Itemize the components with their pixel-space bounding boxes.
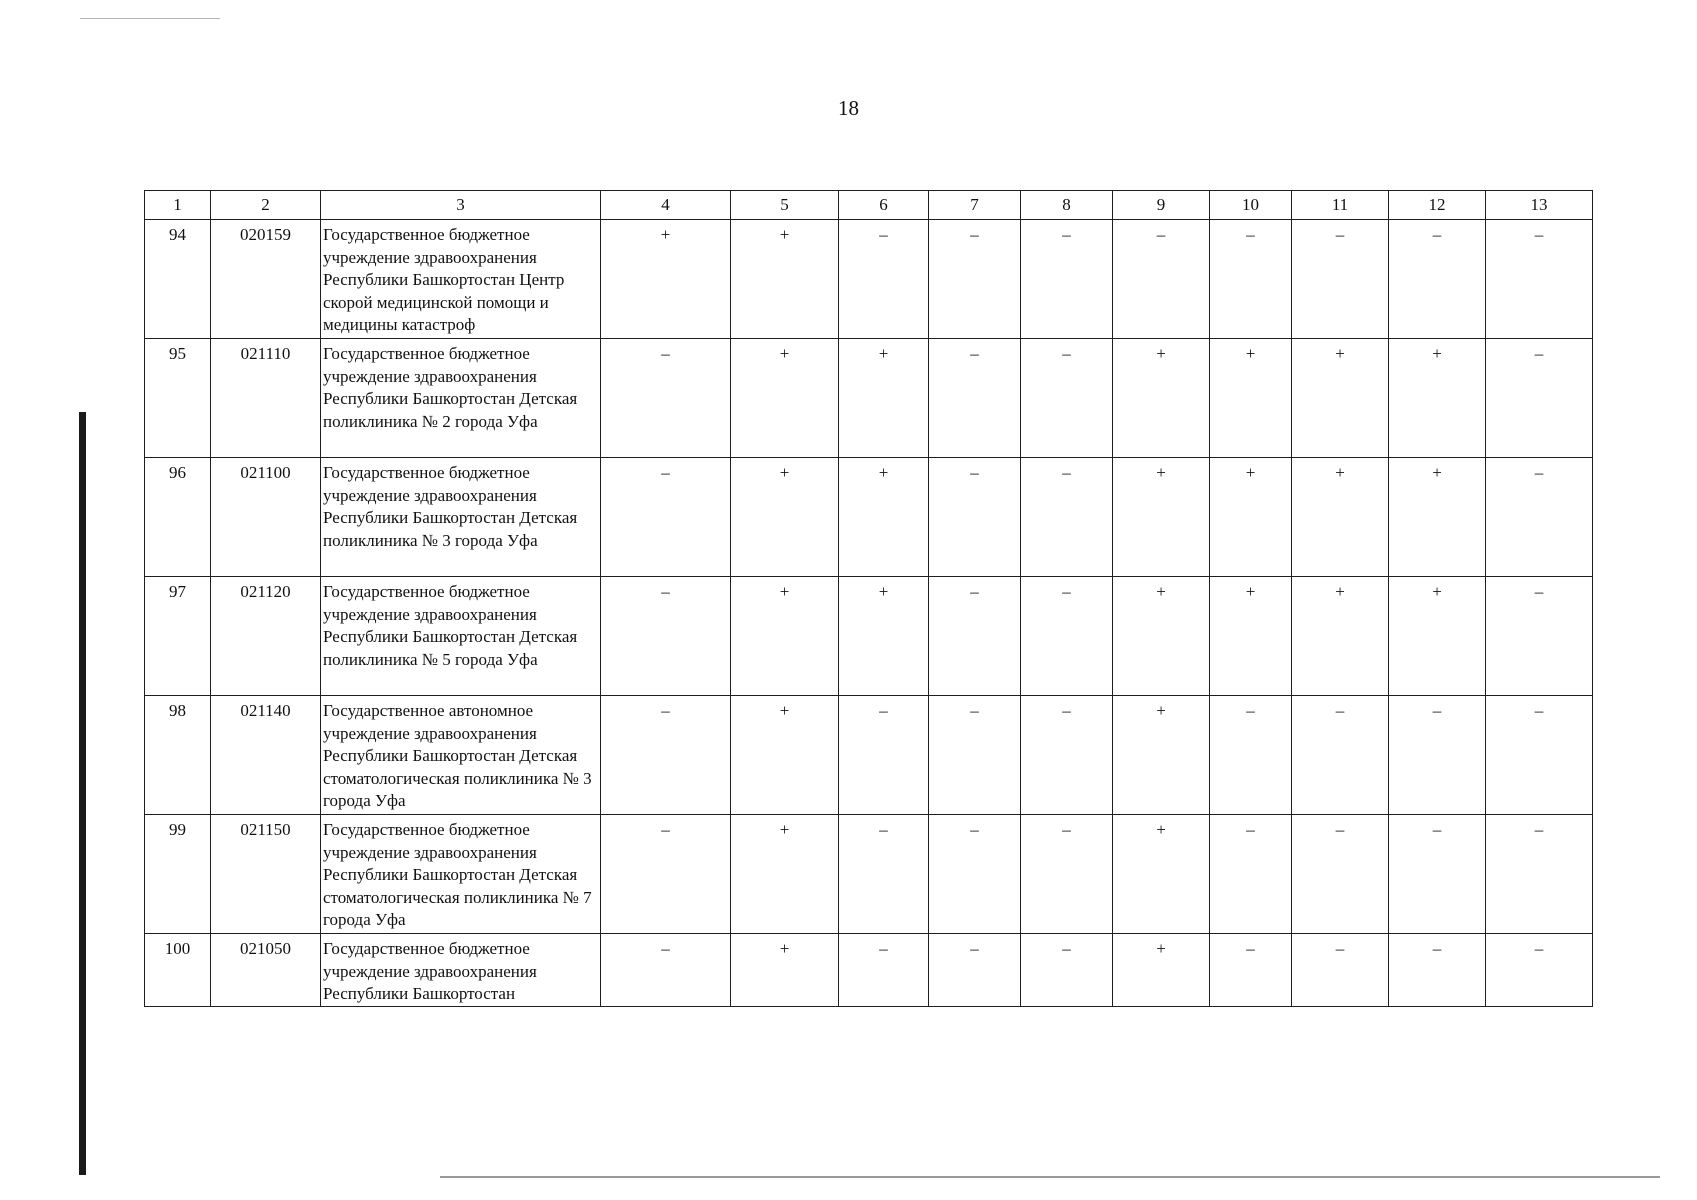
mark-cell-col-5 xyxy=(731,815,839,934)
mark-cell-col-9 xyxy=(1113,458,1210,577)
dash-mark: – xyxy=(1534,701,1544,720)
mark-cell-col-4 xyxy=(601,934,731,1007)
mark-cell-col-9 xyxy=(1113,220,1210,339)
plus-mark: + xyxy=(1156,344,1166,363)
dash-mark: – xyxy=(970,582,979,601)
mark-cell-col-9 xyxy=(1113,577,1210,696)
column-number-1: 1 xyxy=(145,191,211,220)
dash-mark: – xyxy=(1246,225,1255,244)
plus-mark: + xyxy=(878,463,889,482)
plus-mark: + xyxy=(779,344,790,363)
plus-mark: + xyxy=(1156,820,1166,839)
dash-mark: – xyxy=(1062,701,1071,720)
mark-cell-col-7 xyxy=(929,458,1021,577)
mark-cell-col-5 xyxy=(731,220,839,339)
mark-cell-col-11 xyxy=(1292,934,1389,1007)
scan-artifact-top-line xyxy=(80,18,220,19)
dash-mark: – xyxy=(1062,344,1071,363)
dash-mark: – xyxy=(1062,820,1071,839)
mark-cell-col-6 xyxy=(839,339,929,458)
mark-cell-col-12 xyxy=(1389,815,1486,934)
mark-cell-col-13 xyxy=(1486,339,1593,458)
dash-mark: – xyxy=(879,820,888,839)
mark-cell-col-5 xyxy=(731,458,839,577)
column-number-3: 3 xyxy=(321,191,601,220)
plus-mark: + xyxy=(1156,582,1166,601)
institution-name-cell: Государственное бюджетное учреждение здравоохранения Республики Башкортостан Детская поликлиника № 5 города Уфа xyxy=(321,577,601,696)
dash-mark: – xyxy=(1335,820,1345,839)
dash-mark: – xyxy=(1062,463,1071,482)
dash-mark: – xyxy=(661,344,670,363)
column-number-2: 2 xyxy=(211,191,321,220)
dash-mark: – xyxy=(1062,225,1071,244)
mark-cell-col-10 xyxy=(1210,339,1292,458)
institution-name-cell: Государственное автономное учреждение здравоохранения Республики Башкортостан Детская стоматологическая поликлиника № 3 города Уфа xyxy=(321,696,601,815)
dash-mark: – xyxy=(1534,463,1544,482)
institution-code-cell: 020159 xyxy=(211,220,321,339)
institutions-table xyxy=(144,190,1593,1007)
page-number: 18 xyxy=(838,96,859,120)
mark-cell-col-12 xyxy=(1389,458,1486,577)
plus-mark: + xyxy=(779,939,790,958)
mark-cell-col-4 xyxy=(601,815,731,934)
mark-cell-col-9 xyxy=(1113,815,1210,934)
column-number-5: 5 xyxy=(731,191,839,220)
mark-cell-col-12 xyxy=(1389,220,1486,339)
institution-name-cell: Государственное бюджетное учреждение здравоохранения Республики Башкортостан Детская поликлиника № 2 города Уфа xyxy=(321,339,601,458)
column-number-7: 7 xyxy=(929,191,1021,220)
plus-mark: + xyxy=(1432,582,1442,601)
row-number-cell: 100 xyxy=(145,934,211,1007)
dash-mark: – xyxy=(1534,820,1544,839)
dash-mark: – xyxy=(1246,820,1255,839)
dash-mark: – xyxy=(1534,939,1544,958)
dash-mark: – xyxy=(1335,939,1345,958)
row-number-cell: 97 xyxy=(145,577,211,696)
mark-cell-col-12 xyxy=(1389,577,1486,696)
plus-mark: + xyxy=(1432,463,1442,482)
mark-cell-col-10 xyxy=(1210,934,1292,1007)
mark-cell-col-5 xyxy=(731,934,839,1007)
mark-cell-col-6 xyxy=(839,934,929,1007)
mark-cell-col-4 xyxy=(601,458,731,577)
scan-artifact-left-bar xyxy=(79,412,86,1175)
mark-cell-col-8 xyxy=(1021,934,1113,1007)
mark-cell-col-9 xyxy=(1113,696,1210,815)
institution-code-cell: 021100 xyxy=(211,458,321,577)
plus-mark: + xyxy=(1156,701,1166,720)
plus-mark: + xyxy=(779,225,790,244)
table-row xyxy=(145,220,1593,339)
dash-mark: – xyxy=(1534,225,1544,244)
institution-name-cell: Государственное бюджетное учреждение здравоохранения Республики Башкортостан Детская стоматологическая поликлиника № 7 города Уфа xyxy=(321,815,601,934)
dash-mark: – xyxy=(661,939,670,958)
plus-mark: + xyxy=(779,820,790,839)
row-number-cell: 96 xyxy=(145,458,211,577)
dash-mark: – xyxy=(661,820,670,839)
dash-mark: – xyxy=(1432,701,1442,720)
mark-cell-col-7 xyxy=(929,339,1021,458)
column-number-row xyxy=(145,191,1593,220)
mark-cell-col-8 xyxy=(1021,696,1113,815)
dash-mark: – xyxy=(970,344,979,363)
mark-cell-col-4 xyxy=(601,696,731,815)
dash-mark: – xyxy=(879,939,888,958)
mark-cell-col-8 xyxy=(1021,815,1113,934)
mark-cell-col-10 xyxy=(1210,815,1292,934)
mark-cell-col-11 xyxy=(1292,220,1389,339)
mark-cell-col-4 xyxy=(601,577,731,696)
mark-cell-col-4 xyxy=(601,339,731,458)
dash-mark: – xyxy=(1062,939,1071,958)
institution-code-cell: 021150 xyxy=(211,815,321,934)
mark-cell-col-4 xyxy=(601,220,731,339)
mark-cell-col-8 xyxy=(1021,577,1113,696)
plus-mark: + xyxy=(1156,939,1166,958)
institution-code-cell: 021140 xyxy=(211,696,321,815)
mark-cell-col-13 xyxy=(1486,815,1593,934)
plus-mark: + xyxy=(660,225,671,244)
dash-mark: – xyxy=(1432,939,1442,958)
mark-cell-col-12 xyxy=(1389,339,1486,458)
mark-cell-col-5 xyxy=(731,696,839,815)
row-number-cell: 95 xyxy=(145,339,211,458)
row-number-cell: 99 xyxy=(145,815,211,934)
institution-name-cell: Государственное бюджетное учреждение здравоохранения Республики Башкортостан Центр скорой медицинской помощи и медицины катастроф xyxy=(321,220,601,339)
mark-cell-col-11 xyxy=(1292,815,1389,934)
dash-mark: – xyxy=(970,463,979,482)
dash-mark: – xyxy=(970,225,979,244)
mark-cell-col-6 xyxy=(839,220,929,339)
table-row xyxy=(145,458,1593,577)
dash-mark: – xyxy=(1246,939,1255,958)
plus-mark: + xyxy=(878,344,889,363)
dash-mark: – xyxy=(970,701,979,720)
mark-cell-col-11 xyxy=(1292,696,1389,815)
mark-cell-col-6 xyxy=(839,696,929,815)
dash-mark: – xyxy=(970,939,979,958)
plus-mark: + xyxy=(1335,344,1345,363)
table-row xyxy=(145,815,1593,934)
scan-artifact-bottom-line xyxy=(440,1176,1660,1178)
mark-cell-col-9 xyxy=(1113,339,1210,458)
dash-mark: – xyxy=(1432,820,1442,839)
institution-name-cell: Государственное бюджетное учреждение здравоохранения Республики Башкортостан Детская поликлиника № 3 города Уфа xyxy=(321,458,601,577)
mark-cell-col-6 xyxy=(839,815,929,934)
column-number-9: 9 xyxy=(1113,191,1210,220)
mark-cell-col-11 xyxy=(1292,458,1389,577)
dash-mark: – xyxy=(1156,225,1166,244)
dash-mark: – xyxy=(661,701,670,720)
institution-code-cell: 021050 xyxy=(211,934,321,1007)
table-row xyxy=(145,339,1593,458)
column-number-13: 13 xyxy=(1486,191,1593,220)
column-number-6: 6 xyxy=(839,191,929,220)
plus-mark: + xyxy=(1335,582,1345,601)
mark-cell-col-6 xyxy=(839,577,929,696)
mark-cell-col-13 xyxy=(1486,458,1593,577)
plus-mark: + xyxy=(1432,344,1442,363)
dash-mark: – xyxy=(1432,225,1442,244)
dash-mark: – xyxy=(879,225,888,244)
dash-mark: – xyxy=(661,582,670,601)
mark-cell-col-5 xyxy=(731,577,839,696)
institution-code-cell: 021110 xyxy=(211,339,321,458)
mark-cell-col-8 xyxy=(1021,220,1113,339)
dash-mark: – xyxy=(1534,344,1544,363)
mark-cell-col-7 xyxy=(929,934,1021,1007)
dash-mark: – xyxy=(879,701,888,720)
mark-cell-col-13 xyxy=(1486,934,1593,1007)
plus-mark: + xyxy=(1335,463,1345,482)
table-row xyxy=(145,934,1593,1007)
plus-mark: + xyxy=(779,701,790,720)
dash-mark: – xyxy=(661,463,670,482)
row-number-cell: 98 xyxy=(145,696,211,815)
mark-cell-col-10 xyxy=(1210,458,1292,577)
mark-cell-col-13 xyxy=(1486,577,1593,696)
column-number-4: 4 xyxy=(601,191,731,220)
mark-cell-col-7 xyxy=(929,696,1021,815)
mark-cell-col-13 xyxy=(1486,220,1593,339)
mark-cell-col-7 xyxy=(929,815,1021,934)
column-number-8: 8 xyxy=(1021,191,1113,220)
plus-mark: + xyxy=(1156,463,1166,482)
mark-cell-col-5 xyxy=(731,339,839,458)
dash-mark: – xyxy=(1335,225,1345,244)
dash-mark: – xyxy=(970,820,979,839)
mark-cell-col-10 xyxy=(1210,220,1292,339)
table-row xyxy=(145,696,1593,815)
plus-mark: + xyxy=(1245,344,1256,363)
plus-mark: + xyxy=(779,582,790,601)
dash-mark: – xyxy=(1534,582,1544,601)
mark-cell-col-10 xyxy=(1210,577,1292,696)
column-number-11: 11 xyxy=(1292,191,1389,220)
plus-mark: + xyxy=(878,582,889,601)
mark-cell-col-6 xyxy=(839,458,929,577)
mark-cell-col-7 xyxy=(929,577,1021,696)
table-body xyxy=(145,220,1593,1007)
mark-cell-col-10 xyxy=(1210,696,1292,815)
mark-cell-col-8 xyxy=(1021,458,1113,577)
mark-cell-col-11 xyxy=(1292,339,1389,458)
mark-cell-col-12 xyxy=(1389,934,1486,1007)
dash-mark: – xyxy=(1062,582,1071,601)
mark-cell-col-9 xyxy=(1113,934,1210,1007)
institution-code-cell: 021120 xyxy=(211,577,321,696)
dash-mark: – xyxy=(1246,701,1255,720)
plus-mark: + xyxy=(1245,463,1256,482)
plus-mark: + xyxy=(1245,582,1256,601)
plus-mark: + xyxy=(779,463,790,482)
mark-cell-col-13 xyxy=(1486,696,1593,815)
mark-cell-col-11 xyxy=(1292,577,1389,696)
table-row xyxy=(145,577,1593,696)
mark-cell-col-8 xyxy=(1021,339,1113,458)
column-number-12: 12 xyxy=(1389,191,1486,220)
mark-cell-col-12 xyxy=(1389,696,1486,815)
row-number-cell: 94 xyxy=(145,220,211,339)
mark-cell-col-7 xyxy=(929,220,1021,339)
dash-mark: – xyxy=(1335,701,1345,720)
institution-name-cell: Государственное бюджетное учреждение здравоохранения Республики Башкортостан xyxy=(321,934,601,1007)
column-number-10: 10 xyxy=(1210,191,1292,220)
